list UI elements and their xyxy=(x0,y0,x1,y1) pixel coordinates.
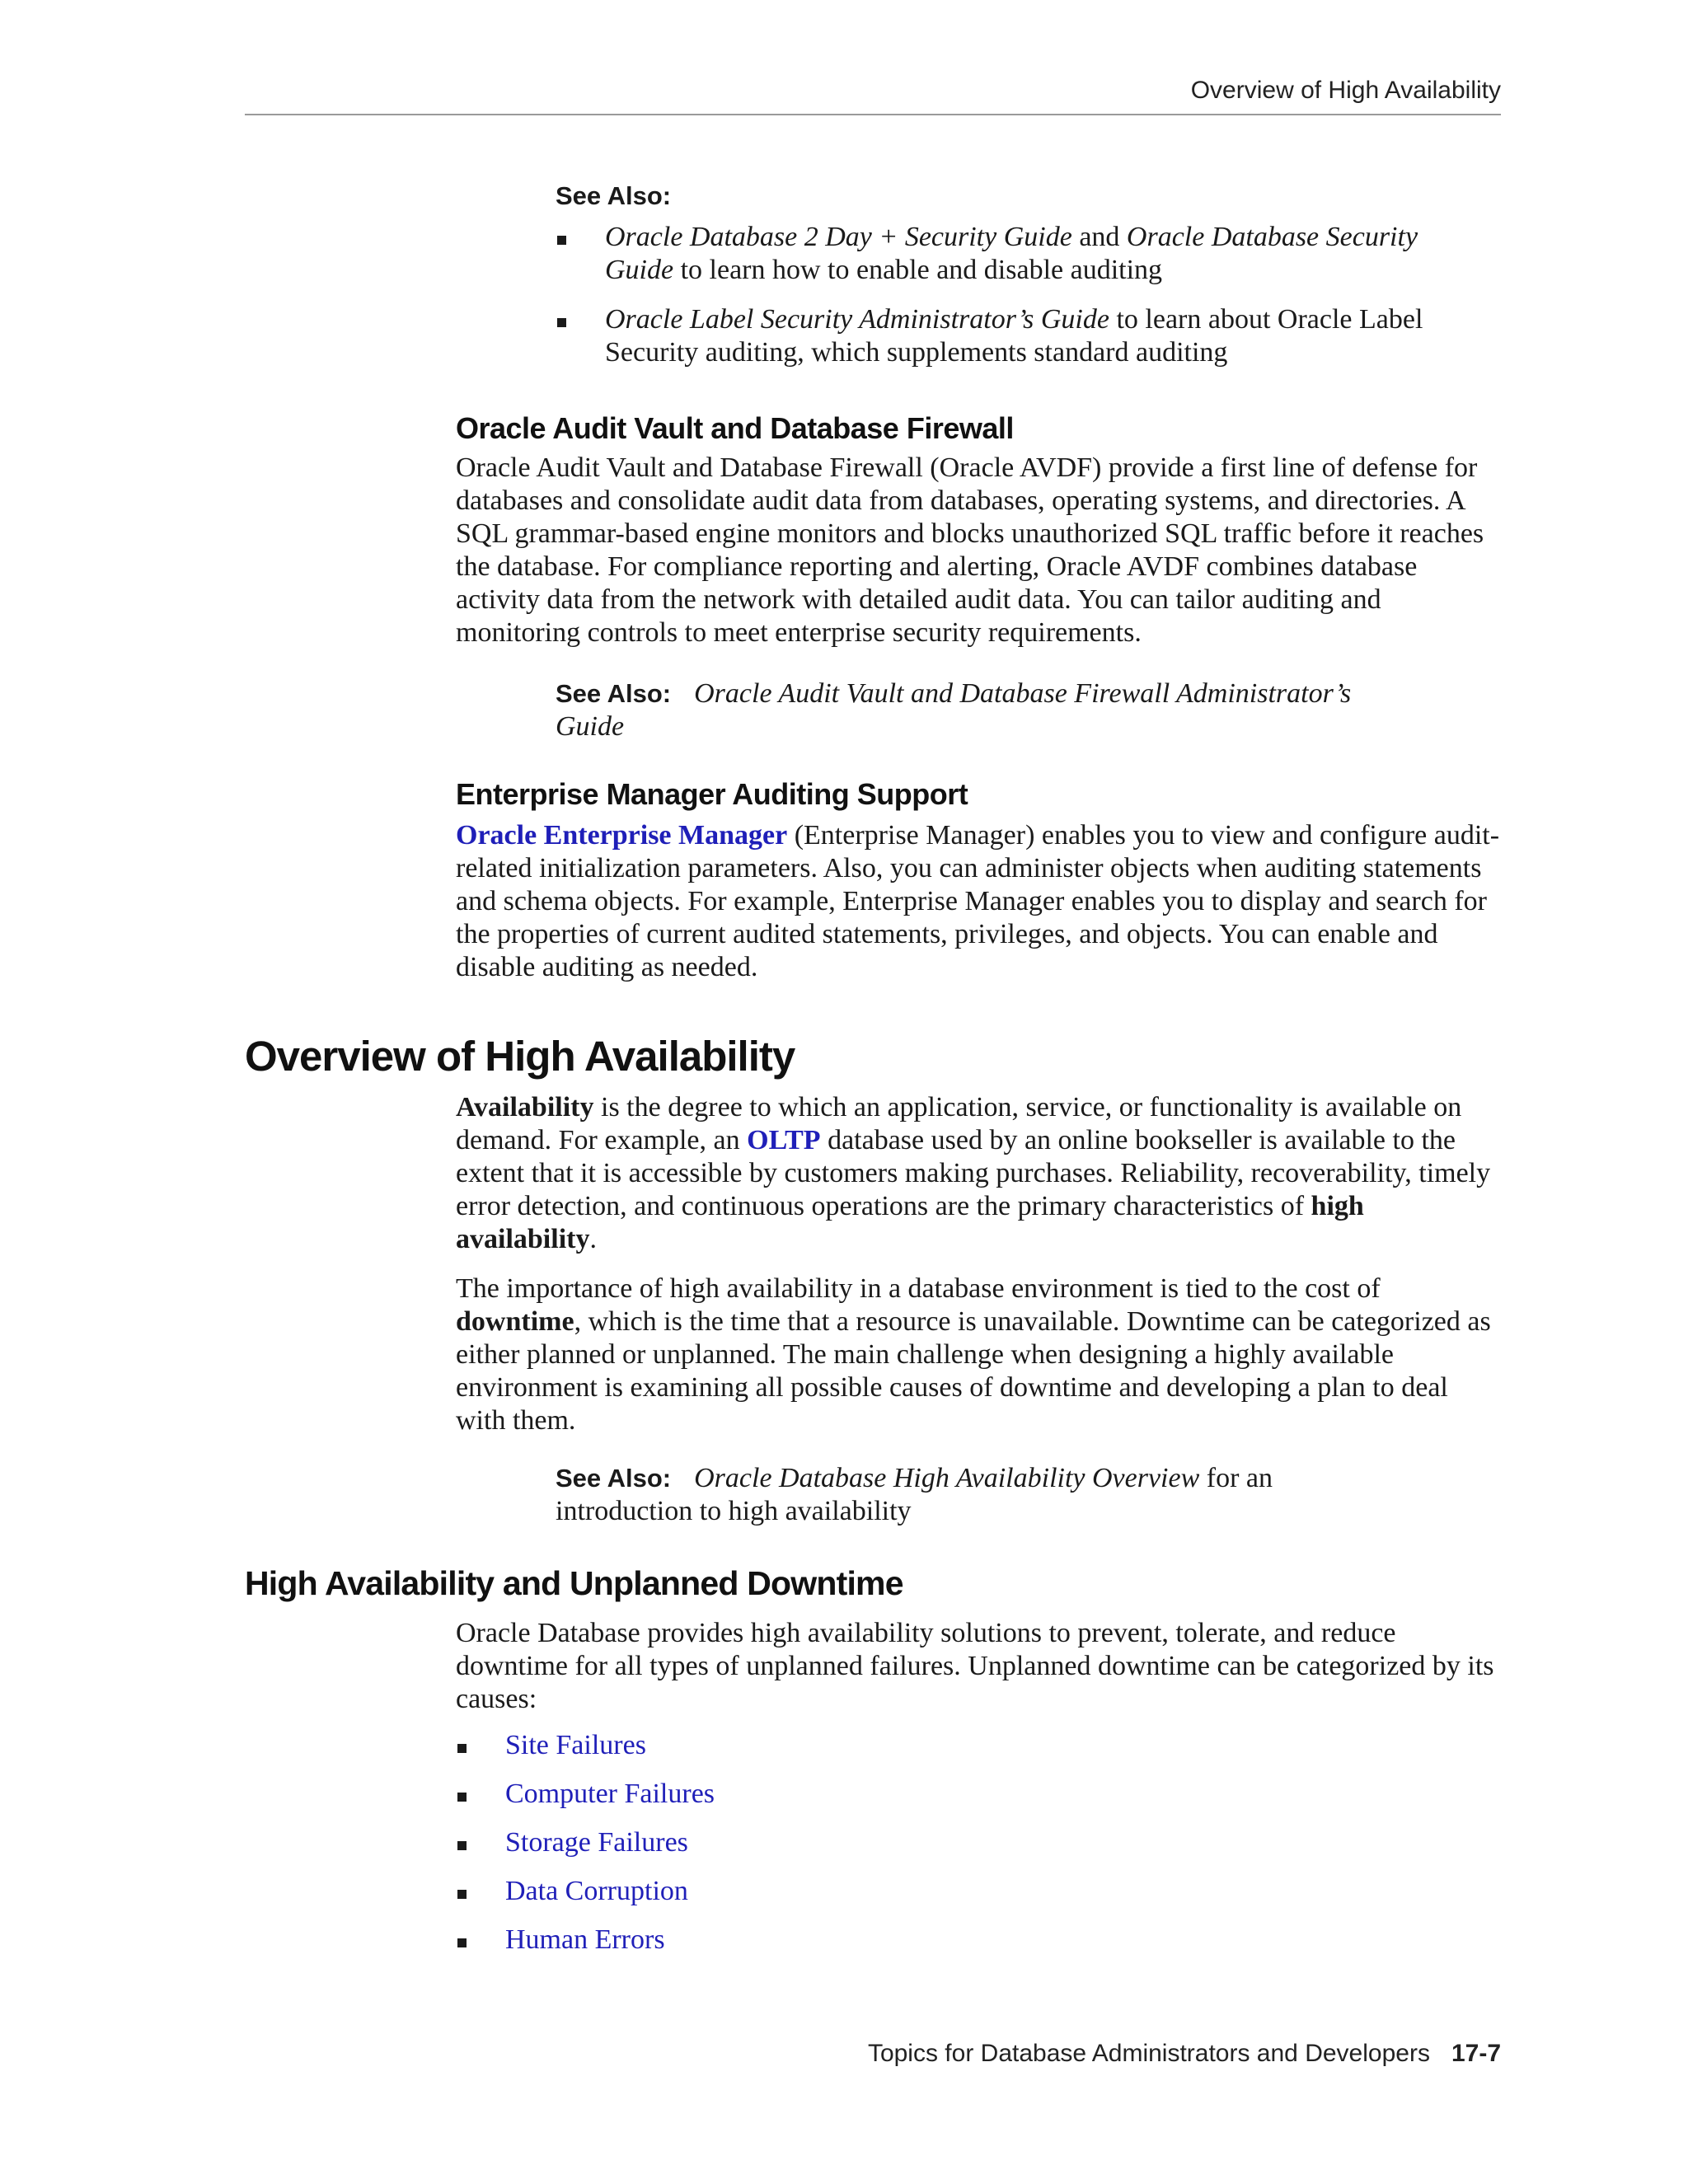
list-item xyxy=(456,1729,1198,1762)
book-title: Oracle Database Security Guide xyxy=(605,222,1418,285)
list-item: Oracle Label Security Administrator’s Guide to learn about Oracle Label Security auditing, which supplements standard auditing xyxy=(556,303,1429,369)
page-footer xyxy=(742,2036,1501,2072)
see-also-label: See Also: xyxy=(556,679,672,708)
paragraph: Oracle Database provides high availability solutions to prevent, tolerate, and reduce downtime for all types of unplanned failures. Unplanned downtime can be categorized by its causes: xyxy=(456,1618,1494,1714)
paragraph: The importance of high availability in a database environment is tied to the cost of downtime, which is the time that a resource is unavailable. Downtime can be categorized as either planned or unplanned. The main challenge when designing a highly available environment is examining all possible causes of downtime and developing a plan to deal with them. xyxy=(456,1273,1491,1436)
footer-title: Topics for Database Administrators and Developers xyxy=(867,2040,1430,2067)
see-also-note xyxy=(556,677,1380,743)
page-title: Overview of High Availability xyxy=(245,1033,795,1080)
glossary-link[interactable]: OLTP xyxy=(747,1125,821,1155)
section-heading: High Availability and Unplanned Downtime xyxy=(245,1564,903,1602)
bullet-icon xyxy=(557,236,566,245)
book-title: Oracle Database High Availability Overview xyxy=(694,1463,1200,1493)
see-also-note: See Also: Oracle Database High Availability Overview for an introduction to high availability xyxy=(556,1463,1273,1526)
book-title: Oracle Database 2 Day + Security Guide xyxy=(605,222,1072,252)
term: Availability xyxy=(456,1092,594,1122)
link-computer-failures[interactable]: Computer Failures xyxy=(505,1779,715,1809)
failure-type-list xyxy=(456,1729,1198,1972)
link-human-errors[interactable]: Human Errors xyxy=(505,1924,665,1955)
paragraph: Availability is the degree to which an application, service, or functionality is available on demand. For example, an OLTP database used by an online bookseller is available to the extent that it is accessible by customers making purchases. Reliability, recoverability, timely error detection, and continuous operations are the primary characteristics of high availability. xyxy=(456,1092,1491,1254)
see-also-list xyxy=(556,221,1429,369)
link-storage-failures[interactable]: Storage Failures xyxy=(505,1827,688,1858)
paragraph: Oracle Enterprise Manager (Enterprise Manager) enables you to view and configure audit-related initialization parameters. Also, you can administer objects when auditing statements and schema objects. For example, Enterprise Manager enables you to display and search for the properties of current audited statements, privileges, and objects. You can enable and disable auditing as needed. xyxy=(456,820,1500,982)
term: downtime xyxy=(456,1306,574,1337)
link-data-corruption[interactable]: Data Corruption xyxy=(505,1876,688,1906)
link-site-failures[interactable]: Site Failures xyxy=(505,1730,646,1760)
bullet-icon xyxy=(457,1938,467,1947)
list-item xyxy=(456,1924,1198,1957)
book-title: Oracle Label Security Administrator’s Guide xyxy=(605,304,1109,335)
list-item xyxy=(456,1778,1198,1811)
see-also-label: See Also: xyxy=(556,1464,672,1493)
bullet-icon xyxy=(457,1744,467,1753)
term: high availability xyxy=(456,1191,1364,1254)
bullet-icon xyxy=(557,318,566,327)
list-item xyxy=(456,1875,1198,1908)
paragraph: Oracle Audit Vault and Database Firewall (Oracle AVDF) provide a first line of defense for databases and consolidate audit data from databases, operating systems, and directories. A SQL grammar-based engine monitors and blocks unauthorized SQL traffic before it reaches the database. For compliance reporting and alerting, Oracle AVDF combines database activity data from the network with detailed audit data. You can tailor auditing and monitoring controls to meet enterprise security requirements. xyxy=(456,452,1484,648)
running-header: Overview of High Availability xyxy=(1190,77,1501,104)
bullet-icon xyxy=(457,1890,467,1899)
book-title: Oracle Audit Vault and Database Firewall Administrator’s Guide xyxy=(556,678,1352,742)
section-heading: Oracle Audit Vault and Database Firewall xyxy=(456,411,1014,445)
section-heading: Enterprise Manager Auditing Support xyxy=(456,777,968,811)
see-also-block xyxy=(556,178,1429,386)
bullet-icon xyxy=(457,1793,467,1802)
header-rule xyxy=(245,114,1501,115)
bullet-icon xyxy=(457,1841,467,1850)
see-also-label: See Also: xyxy=(556,181,672,210)
page-number: 17-7 xyxy=(1451,2040,1501,2067)
list-item xyxy=(456,1826,1198,1859)
glossary-link[interactable]: Oracle Enterprise Manager xyxy=(456,820,788,851)
list-item: Oracle Database 2 Day + Security Guide and Oracle Database Security Guide to learn how to enable and disable auditing xyxy=(556,221,1429,287)
